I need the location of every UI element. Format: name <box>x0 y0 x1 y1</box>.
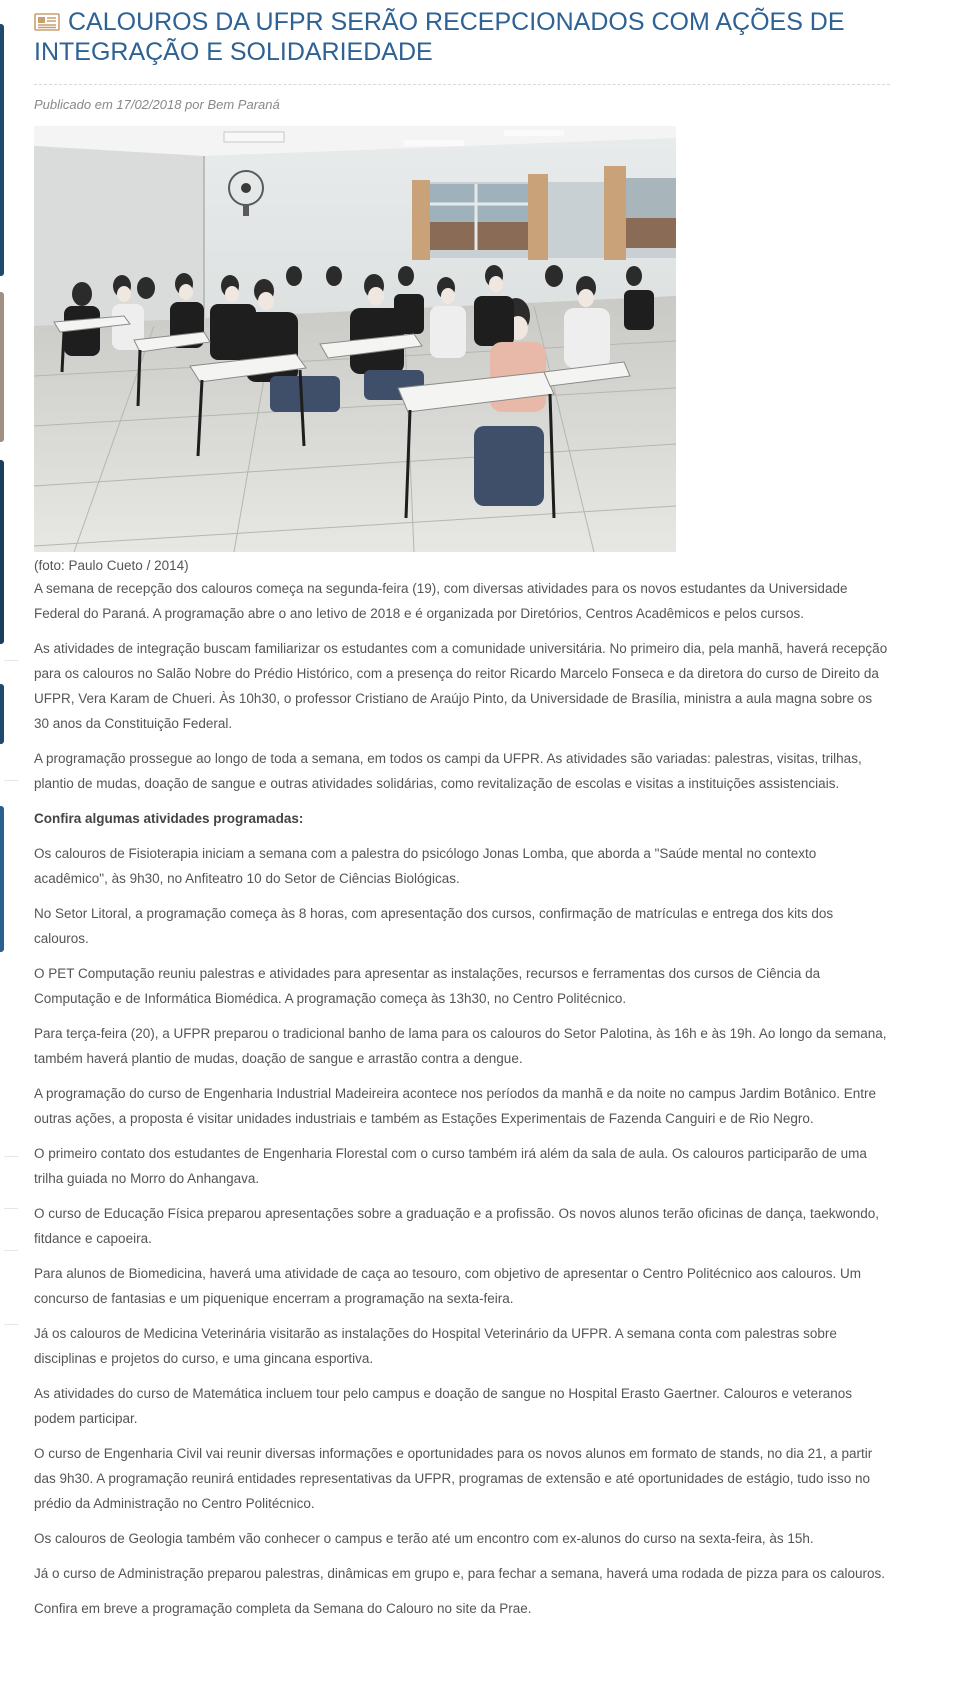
article-paragraph: O primeiro contato dos estudantes de Engenharia Florestal com o curso também irá além da sala de aula. Os calouros participarão de uma trilha guiada no Morro do Anhangava. <box>34 1146 867 1186</box>
article-title <box>34 8 890 66</box>
article-paragraph: O curso de Educação Física preparou apresentações sobre a graduação e a profissão. Os novos alunos terão oficinas de dança, taekwondo, fitdance e capoeira. <box>34 1206 880 1246</box>
article-paragraph: O curso de Engenharia Civil vai reunir diversas informações e oportunidades para os novos alunos em formato de stands, no dia 21, a partir das 9h30. A programação reunirá entidades representativas da UFPR, programas de extensão e até oportunidades de estágio, tudo isso no prédio da Administração no Centro Politécnico. <box>34 1446 873 1511</box>
article-paragraph: A programação do curso de Engenharia Industrial Madeireira acontece nos períodos da manhã e da noite no campus Jardim Botânico. Entre outras ações, a proposta é visitar unidades industriais e também as Estações Experimentais de Fazenda Canguiri e de Rio Negro. <box>34 1086 877 1126</box>
article-paragraph: Já os calouros de Medicina Veterinária visitarão as instalações do Hospital Veterinário da UFPR. A semana conta com palestras sobre disciplinas e projetos do curso, e uma gincana esportiva. <box>34 1326 837 1366</box>
side-panel-edge <box>0 24 4 276</box>
article-paragraph: O PET Computação reuniu palestras e atividades para apresentar as instalações, recursos e ferramentas dos cursos de Ciência da Computação e de Informática Biomédica. A programação começa às 13h30, no Centro Politécnico. <box>34 966 821 1006</box>
side-divider <box>4 660 18 661</box>
side-divider <box>4 1324 18 1325</box>
newspaper-icon <box>34 10 60 38</box>
side-divider <box>4 780 18 781</box>
article-paragraph: Confira em breve a programação completa da Semana do Calouro no site da Prae. <box>34 1601 532 1616</box>
publish-meta: Publicado em 17/02/2018 por Bem Paraná <box>34 97 280 112</box>
side-divider <box>4 1250 18 1251</box>
left-edge-strip <box>0 0 18 1685</box>
section-heading: Confira algumas atividades programadas: <box>34 811 304 826</box>
title-divider <box>34 84 890 85</box>
photo-caption: (foto: Paulo Cueto / 2014) <box>34 558 189 573</box>
article-paragraph: Já o curso de Administração preparou palestras, dinâmicas em grupo e, para fechar a semana, haverá uma rodada de pizza para os calouros. <box>34 1566 885 1581</box>
side-divider <box>4 1208 18 1209</box>
side-panel-edge <box>0 292 4 442</box>
article-photo <box>34 126 676 552</box>
side-panel-edge <box>0 684 4 744</box>
article-paragraph: Os calouros de Geologia também vão conhecer o campus e terão até um encontro com ex-alunos do curso na sexta-feira, às 15h. <box>34 1531 814 1546</box>
article-paragraph: As atividades do curso de Matemática incluem tour pelo campus e doação de sangue no Hospital Erasto Gaertner. Calouros e veteranos podem participar. <box>34 1386 852 1426</box>
article-paragraph: Para alunos de Biomedicina, haverá uma atividade de caça ao tesouro, com objetivo de apresentar o Centro Politécnico aos calouros. Um concurso de fantasias e um piquenique encerram a programação na sexta-feira. <box>34 1266 861 1306</box>
article <box>34 0 890 1631</box>
article-title-text: CALOUROS DA UFPR SERÃO RECEPCIONADOS COM AÇÕES DE INTEGRAÇÃO E SOLIDARIEDADE <box>34 8 845 66</box>
article-paragraph: Para terça-feira (20), a UFPR preparou o tradicional banho de lama para os calouros do Setor Palotina, às 16h e às 19h. Ao longo da semana, também haverá plantio de mudas, doação de sangue e arrastão contra a dengue. <box>34 1026 887 1066</box>
article-paragraph: A semana de recepção dos calouros começa na segunda-feira (19), com diversas atividades para os novos estudantes da Universidade Federal do Paraná. A programação abre o ano letivo de 2018 e é organizada por Diretórios, Centros Acadêmicos e pelos cursos. <box>34 581 848 621</box>
article-paragraph: No Setor Litoral, a programação começa às 8 horas, com apresentação dos cursos, confirmação de matrículas e entrega dos kits dos calouros. <box>34 906 834 946</box>
article-paragraph: A programação prossegue ao longo de toda a semana, em todos os campi da UFPR. As atividades são variadas: palestras, visitas, trilhas, plantio de mudas, doação de sangue e outras atividades solidárias, como revitalização de escolas e visitas a instituições assistenciais. <box>34 751 862 791</box>
article-paragraph: Os calouros de Fisioterapia iniciam a semana com a palestra do psicólogo Jonas Lomba, que aborda a "Saúde mental no contexto acadêmico", às 9h30, no Anfiteatro 10 do Setor de Ciências Biológicas. <box>34 846 817 886</box>
side-divider <box>4 1156 18 1157</box>
side-panel-edge <box>0 460 4 644</box>
article-paragraph: As atividades de integração buscam familiarizar os estudantes com a comunidade universitária. No primeiro dia, pela manhã, haverá recepção para os calouros no Salão Nobre do Prédio Histórico, com a presença do reitor Ricardo Marcelo Fonseca e da diretora do curso de Direito da UFPR, Vera Karam de Chueri. Às 10h30, o professor Cristiano de Araújo Pinto, da Universidade de Brasília, ministra a aula magna sobre os 30 anos da Constituição Federal. <box>34 641 888 731</box>
side-panel-edge <box>0 806 4 952</box>
